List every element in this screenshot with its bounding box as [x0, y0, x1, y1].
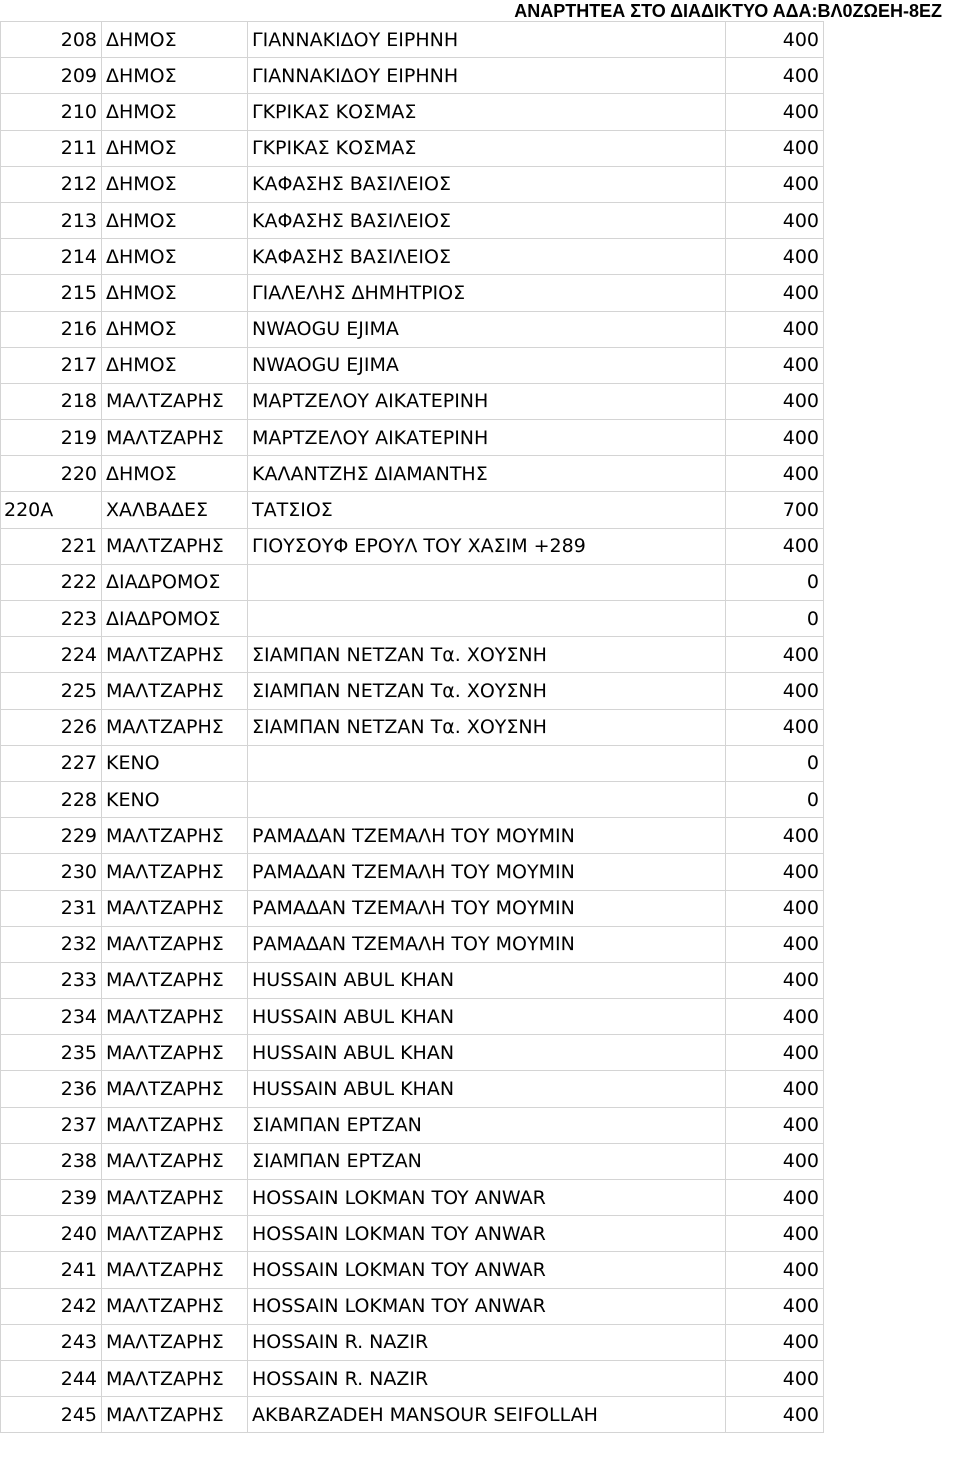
name-cell: ΚΑΛΑΝΤΖΗΣ ΔΙΑΜΑΝΤΗΣ [248, 456, 726, 492]
row-number-cell: 220Α [1, 492, 102, 528]
table-row [1, 420, 824, 456]
table-row [1, 854, 824, 890]
row-number-cell: 241 [1, 1252, 102, 1288]
amount-cell: 400 [726, 456, 824, 492]
amount-cell: 400 [726, 1360, 824, 1396]
owner-cell: ΜΑΛΤΖΑΡΗΣ [102, 1216, 248, 1252]
name-cell: HUSSAIN ABUL KHAN [248, 1035, 726, 1071]
row-number-cell: 219 [1, 420, 102, 456]
row-number-cell: 227 [1, 745, 102, 781]
row-number-cell: 234 [1, 999, 102, 1035]
amount-cell: 400 [726, 1143, 824, 1179]
amount-cell: 400 [726, 1107, 824, 1143]
owner-cell: ΜΑΛΤΖΑΡΗΣ [102, 1107, 248, 1143]
name-cell: ΓΙΑΛΕΛΗΣ ΔΗΜΗΤΡΙΟΣ [248, 275, 726, 311]
row-number-cell: 242 [1, 1288, 102, 1324]
owner-cell: ΔΗΜΟΣ [102, 94, 248, 130]
row-number-cell: 223 [1, 601, 102, 637]
name-cell: ΚΑΦΑΣΗΣ ΒΑΣΙΛΕΙΟΣ [248, 166, 726, 202]
table-row [1, 926, 824, 962]
table-row [1, 22, 824, 58]
name-cell: ΓΙΑΝΝΑΚΙΔΟΥ ΕΙΡΗΝΗ [248, 22, 726, 58]
owner-cell: ΜΑΛΤΖΑΡΗΣ [102, 1143, 248, 1179]
owner-cell: ΜΑΛΤΖΑΡΗΣ [102, 999, 248, 1035]
row-number-cell: 228 [1, 781, 102, 817]
amount-cell: 400 [726, 999, 824, 1035]
row-number-cell: 221 [1, 528, 102, 564]
registry-table-body [1, 22, 824, 1433]
owner-cell: ΔΗΜΟΣ [102, 456, 248, 492]
name-cell: ΓΚΡΙΚΑΣ ΚΟΣΜΑΣ [248, 130, 726, 166]
name-cell: NWAOGU EJIMA [248, 347, 726, 383]
name-cell: HOSSAIN LOKMAN TOY ANWAR [248, 1288, 726, 1324]
table-row [1, 673, 824, 709]
row-number-cell: 222 [1, 564, 102, 600]
amount-cell: 400 [726, 854, 824, 890]
owner-cell: ΔΗΜΟΣ [102, 166, 248, 202]
row-number-cell: 209 [1, 58, 102, 94]
row-number-cell: 212 [1, 166, 102, 202]
name-cell [248, 745, 726, 781]
amount-cell: 400 [726, 818, 824, 854]
owner-cell: ΔΗΜΟΣ [102, 275, 248, 311]
row-number-cell: 226 [1, 709, 102, 745]
amount-cell: 400 [726, 202, 824, 238]
table-row [1, 564, 824, 600]
table-row [1, 239, 824, 275]
row-number-cell: 225 [1, 673, 102, 709]
owner-cell: ΜΑΛΤΖΑΡΗΣ [102, 1288, 248, 1324]
row-number-cell: 236 [1, 1071, 102, 1107]
table-row [1, 275, 824, 311]
amount-cell: 400 [726, 420, 824, 456]
amount-cell: 400 [726, 58, 824, 94]
owner-cell: ΜΑΛΤΖΑΡΗΣ [102, 1360, 248, 1396]
row-number-cell: 244 [1, 1360, 102, 1396]
table-row [1, 962, 824, 998]
row-number-cell: 235 [1, 1035, 102, 1071]
name-cell [248, 564, 726, 600]
owner-cell: ΜΑΛΤΖΑΡΗΣ [102, 1071, 248, 1107]
amount-cell: 400 [726, 673, 824, 709]
owner-cell: ΚΕΝΟ [102, 745, 248, 781]
owner-cell: ΚΕΝΟ [102, 781, 248, 817]
ada-stamp: ΑΝΑΡΤΗΤΕΑ ΣΤΟ ΔΙΑΔΙΚΤΥΟ ΑΔΑ:ΒΛ0ΖΩΕΗ-8ΕΖ [514, 1, 942, 21]
name-cell [248, 601, 726, 637]
amount-cell: 400 [726, 926, 824, 962]
table-row [1, 202, 824, 238]
owner-cell: ΔΙΑΔΡΟΜΟΣ [102, 564, 248, 600]
amount-cell: 400 [726, 22, 824, 58]
name-cell: AKBARZADEH MANSOUR SEIFOLLAH [248, 1397, 726, 1433]
table-row [1, 709, 824, 745]
table-row [1, 1143, 824, 1179]
table-row [1, 166, 824, 202]
name-cell: ΡΑΜΑΔΑΝ ΤΖΕΜΑΛΗ ΤΟΥ ΜΟΥΜΙΝ [248, 854, 726, 890]
name-cell: ΣΙΑΜΠΑΝ ΝΕΤΖΑΝ Τα. ΧΟΥΣΝΗ [248, 673, 726, 709]
table-row [1, 601, 824, 637]
name-cell: HOSSAIN R. NAZIR [248, 1360, 726, 1396]
owner-cell: ΜΑΛΤΖΑΡΗΣ [102, 637, 248, 673]
amount-cell: 700 [726, 492, 824, 528]
owner-cell: ΜΑΛΤΖΑΡΗΣ [102, 962, 248, 998]
table-row [1, 1288, 824, 1324]
table-row [1, 1216, 824, 1252]
row-number-cell: 239 [1, 1180, 102, 1216]
owner-cell: ΜΑΛΤΖΑΡΗΣ [102, 926, 248, 962]
amount-cell: 400 [726, 166, 824, 202]
name-cell: ΡΑΜΑΔΑΝ ΤΖΕΜΑΛΗ ΤΟΥ ΜΟΥΜΙΝ [248, 890, 726, 926]
owner-cell: ΜΑΛΤΖΑΡΗΣ [102, 1035, 248, 1071]
amount-cell: 0 [726, 601, 824, 637]
owner-cell: ΔΗΜΟΣ [102, 22, 248, 58]
amount-cell: 400 [726, 1288, 824, 1324]
name-cell: HUSSAIN ABUL KHAN [248, 999, 726, 1035]
row-number-cell: 243 [1, 1324, 102, 1360]
owner-cell: ΔΙΑΔΡΟΜΟΣ [102, 601, 248, 637]
name-cell: ΣΙΑΜΠΑΝ ΝΕΤΖΑΝ Τα. ΧΟΥΣΝΗ [248, 637, 726, 673]
name-cell: ΓΙΟΥΣΟΥΦ ΕΡΟΥΛ ΤΟΥ ΧΑΣΙΜ +289 [248, 528, 726, 564]
owner-cell: ΜΑΛΤΖΑΡΗΣ [102, 528, 248, 564]
owner-cell: ΜΑΛΤΖΑΡΗΣ [102, 1180, 248, 1216]
name-cell: ΚΑΦΑΣΗΣ ΒΑΣΙΛΕΙΟΣ [248, 239, 726, 275]
name-cell: ΣΙΑΜΠΑΝ ΕΡΤΖΑΝ [248, 1143, 726, 1179]
row-number-cell: 245 [1, 1397, 102, 1433]
owner-cell: ΔΗΜΟΣ [102, 130, 248, 166]
name-cell: NWAOGU EJIMA [248, 311, 726, 347]
name-cell: HUSSAIN ABUL KHAN [248, 962, 726, 998]
amount-cell: 400 [726, 1180, 824, 1216]
amount-cell: 400 [726, 1071, 824, 1107]
name-cell: HOSSAIN LOKMAN TOY ANWAR [248, 1216, 726, 1252]
owner-cell: ΜΑΛΤΖΑΡΗΣ [102, 383, 248, 419]
name-cell [248, 781, 726, 817]
row-number-cell: 215 [1, 275, 102, 311]
row-number-cell: 240 [1, 1216, 102, 1252]
row-number-cell: 214 [1, 239, 102, 275]
table-row [1, 383, 824, 419]
amount-cell: 400 [726, 1324, 824, 1360]
amount-cell: 400 [726, 239, 824, 275]
name-cell: HOSSAIN LOKMAN TOY ANWAR [248, 1180, 726, 1216]
table-row [1, 781, 824, 817]
row-number-cell: 210 [1, 94, 102, 130]
row-number-cell: 232 [1, 926, 102, 962]
row-number-cell: 237 [1, 1107, 102, 1143]
table-row [1, 58, 824, 94]
amount-cell: 400 [726, 890, 824, 926]
owner-cell: ΜΑΛΤΖΑΡΗΣ [102, 1324, 248, 1360]
table-row [1, 890, 824, 926]
name-cell: HUSSAIN ABUL KHAN [248, 1071, 726, 1107]
amount-cell: 0 [726, 564, 824, 600]
row-number-cell: 233 [1, 962, 102, 998]
owner-cell: ΔΗΜΟΣ [102, 58, 248, 94]
table-row [1, 1035, 824, 1071]
row-number-cell: 224 [1, 637, 102, 673]
owner-cell: ΜΑΛΤΖΑΡΗΣ [102, 1252, 248, 1288]
row-number-cell: 220 [1, 456, 102, 492]
name-cell: ΣΙΑΜΠΑΝ ΝΕΤΖΑΝ Τα. ΧΟΥΣΝΗ [248, 709, 726, 745]
row-number-cell: 229 [1, 818, 102, 854]
owner-cell: ΜΑΛΤΖΑΡΗΣ [102, 1397, 248, 1433]
row-number-cell: 218 [1, 383, 102, 419]
name-cell: ΓΙΑΝΝΑΚΙΔΟΥ ΕΙΡΗΝΗ [248, 58, 726, 94]
table-row [1, 130, 824, 166]
table-row [1, 818, 824, 854]
name-cell: ΡΑΜΑΔΑΝ ΤΖΕΜΑΛΗ ΤΟΥ ΜΟΥΜΙΝ [248, 926, 726, 962]
table-row [1, 745, 824, 781]
table-row [1, 456, 824, 492]
amount-cell: 400 [726, 311, 824, 347]
table-row [1, 1360, 824, 1396]
name-cell: ΚΑΦΑΣΗΣ ΒΑΣΙΛΕΙΟΣ [248, 202, 726, 238]
amount-cell: 400 [726, 1035, 824, 1071]
table-row [1, 1397, 824, 1433]
owner-cell: ΔΗΜΟΣ [102, 239, 248, 275]
name-cell: ΜΑΡΤΖΕΛΟΥ ΑΙΚΑΤΕΡΙΝΗ [248, 420, 726, 456]
table-row [1, 311, 824, 347]
amount-cell: 400 [726, 130, 824, 166]
table-row [1, 528, 824, 564]
name-cell: ΣΙΑΜΠΑΝ ΕΡΤΖΑΝ [248, 1107, 726, 1143]
amount-cell: 400 [726, 528, 824, 564]
name-cell: ΤΑΤΣΙΟΣ [248, 492, 726, 528]
table-row [1, 94, 824, 130]
amount-cell: 400 [726, 1397, 824, 1433]
owner-cell: ΔΗΜΟΣ [102, 311, 248, 347]
table-row [1, 1071, 824, 1107]
amount-cell: 0 [726, 745, 824, 781]
table-row [1, 1180, 824, 1216]
amount-cell: 400 [726, 962, 824, 998]
name-cell: ΓΚΡΙΚΑΣ ΚΟΣΜΑΣ [248, 94, 726, 130]
owner-cell: ΜΑΛΤΖΑΡΗΣ [102, 420, 248, 456]
row-number-cell: 230 [1, 854, 102, 890]
owner-cell: ΧΑΛΒΑΔΕΣ [102, 492, 248, 528]
row-number-cell: 217 [1, 347, 102, 383]
table-row [1, 637, 824, 673]
amount-cell: 400 [726, 1252, 824, 1288]
name-cell: ΜΑΡΤΖΕΛΟΥ ΑΙΚΑΤΕΡΙΝΗ [248, 383, 726, 419]
amount-cell: 400 [726, 1216, 824, 1252]
name-cell: HOSSAIN LOKMAN TOY ANWAR [248, 1252, 726, 1288]
owner-cell: ΜΑΛΤΖΑΡΗΣ [102, 890, 248, 926]
amount-cell: 400 [726, 383, 824, 419]
amount-cell: 400 [726, 637, 824, 673]
name-cell: ΡΑΜΑΔΑΝ ΤΖΕΜΑΛΗ ΤΟΥ ΜΟΥΜΙΝ [248, 818, 726, 854]
table-row [1, 1324, 824, 1360]
row-number-cell: 216 [1, 311, 102, 347]
name-cell: HOSSAIN R. NAZIR [248, 1324, 726, 1360]
owner-cell: ΜΑΛΤΖΑΡΗΣ [102, 854, 248, 890]
table-row [1, 492, 824, 528]
amount-cell: 400 [726, 94, 824, 130]
owner-cell: ΜΑΛΤΖΑΡΗΣ [102, 673, 248, 709]
row-number-cell: 238 [1, 1143, 102, 1179]
amount-cell: 0 [726, 781, 824, 817]
table-row [1, 1107, 824, 1143]
registry-table [0, 21, 824, 1433]
row-number-cell: 231 [1, 890, 102, 926]
amount-cell: 400 [726, 275, 824, 311]
amount-cell: 400 [726, 347, 824, 383]
amount-cell: 400 [726, 709, 824, 745]
table-row [1, 347, 824, 383]
table-row [1, 999, 824, 1035]
owner-cell: ΜΑΛΤΖΑΡΗΣ [102, 709, 248, 745]
row-number-cell: 208 [1, 22, 102, 58]
table-row [1, 1252, 824, 1288]
owner-cell: ΜΑΛΤΖΑΡΗΣ [102, 818, 248, 854]
row-number-cell: 213 [1, 202, 102, 238]
owner-cell: ΔΗΜΟΣ [102, 347, 248, 383]
owner-cell: ΔΗΜΟΣ [102, 202, 248, 238]
row-number-cell: 211 [1, 130, 102, 166]
